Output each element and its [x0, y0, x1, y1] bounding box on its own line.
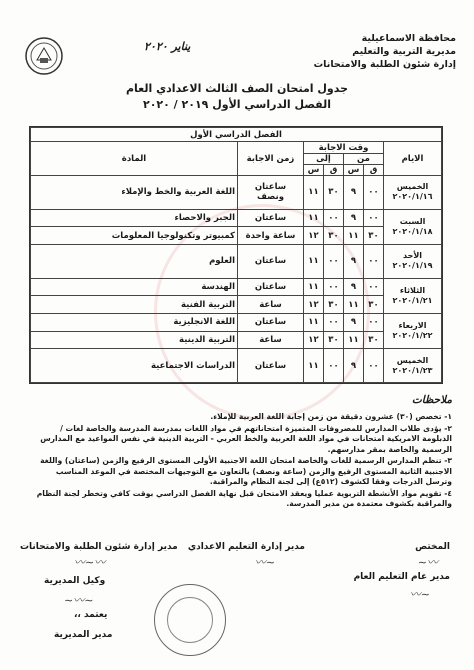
table-row [31, 296, 442, 314]
from-hours-cell: ٩ [344, 176, 364, 210]
to-minutes-cell: ٣٠ [324, 227, 344, 245]
to-minutes-cell: ٠٠ [324, 349, 344, 383]
governorate-name: محافظة الاسماعيلية [361, 33, 456, 44]
from-hours-cell: ١١ [344, 296, 364, 314]
issue-date: يناير ٢٠٢٠ [144, 40, 191, 53]
subject-cell: الهندسة [31, 278, 238, 296]
from-minutes-cell: ٠٠ [364, 209, 384, 227]
day-cell: الاربعاء ٢٠٢٠/١/٢٢ [384, 313, 442, 348]
to-hours-cell: ١٢ [304, 227, 324, 245]
from-header: من [344, 154, 384, 165]
subject-cell: العلوم [31, 244, 238, 278]
to-hours-cell: ١١ [304, 176, 324, 210]
handwritten-signature-icon: ∽〰∽ [64, 594, 94, 607]
deputy-signature-label: وكيل المديرية [44, 576, 106, 586]
general-director-signature-label: مدير عام التعليم العام [353, 572, 450, 582]
duration-cell: ساعة [238, 296, 304, 314]
from-hours-cell: ١١ [344, 331, 364, 349]
to-minutes-cell: ٠٠ [324, 278, 344, 296]
from-hours-cell: ٩ [344, 209, 364, 227]
table-row [31, 331, 442, 349]
to-minutes-cell: ٠٠ [324, 244, 344, 278]
duration-cell: ساعتان [238, 278, 304, 296]
duration-cell: ساعتان [238, 209, 304, 227]
from-hours-cell: ٩ [344, 244, 364, 278]
from-minutes-cell: ٠٠ [364, 349, 384, 383]
exam-schedule-document [14, 14, 460, 660]
note-item: ١- تخصص (٣٠) عشرون دقيقة من زمن إجابة اللغة العربية للإملاء. [210, 412, 452, 421]
to-minutes-cell: ٠٠ [324, 313, 344, 331]
official-stamp-icon [154, 584, 226, 656]
day-cell: الأحد ٢٠٢٠/١/١٩ [384, 244, 442, 278]
note-item: ٤- تقويم مواد الأنشطة التربوية عمليا ويعقد الامتحان قبل نهاية الفصل الدراسي بوقت كافي وتخطر لجنة النظام والمراقبة بكشوف معتمدة من مدير المدرسة. [36, 488, 452, 508]
approval-label: يعتمد ،، [74, 610, 108, 620]
days-column-header: الايام [384, 142, 442, 176]
ministry-emblem-icon [24, 36, 64, 76]
document-subtitle: الفصل الدراسي الأول ٢٠١٩ / ٢٠٢٠ [142, 98, 332, 111]
handwritten-signature-icon: ∽〰 [409, 588, 430, 601]
table-row [31, 313, 442, 331]
from-minutes-cell: ٠٠ [364, 278, 384, 296]
note-item: ٣- تنظم المدارس الرسمية للغات والخاصة امتحان اللغة الاجنبية الأولى المستوى الرفيع والزمن (ساعتان) واللغة الاجنبية الثانية المستوى الرفيع والزمن (ساعة ونصف) بالتعاون مع التوجيهات المختصة في الموعد المناسب وترسل الدرجات وفقا لكشوف (٥١٢ع) إلى لجنة النظام والمراقبة. [40, 456, 452, 486]
to-minutes-cell: ٠٠ [324, 209, 344, 227]
table-row [31, 244, 442, 278]
notes-list [32, 412, 452, 511]
handwritten-signature-icon: 〰∽〰 [74, 556, 106, 569]
from-minutes-cell: ٣٠ [364, 296, 384, 314]
prep-director-signature-label: مدير إدارة التعليم الاعدادي [187, 542, 305, 552]
duration-cell: ساعة واحدة [238, 227, 304, 245]
to-hours-cell: ١١ [304, 278, 324, 296]
duration-cell: ساعة [238, 331, 304, 349]
to-hours-header: س [304, 165, 324, 176]
from-hours-cell: ٩ [344, 313, 364, 331]
to-hours-cell: ١٢ [304, 296, 324, 314]
handwritten-signature-icon: 〰∽ [417, 556, 438, 569]
to-hours-cell: ١١ [304, 349, 324, 383]
issuer-header [296, 32, 456, 71]
duration-cell: ساعتان [238, 244, 304, 278]
from-minutes-header: ق [364, 165, 384, 176]
to-minutes-header: ق [324, 165, 344, 176]
from-minutes-cell: ٣٠ [364, 331, 384, 349]
from-minutes-cell: ٠٠ [364, 244, 384, 278]
department-name: إدارة شئون الطلبة والامتحانات [313, 59, 456, 70]
document-title: جدول امتحان الصف الثالث الاعدادي العام [125, 82, 349, 95]
specialist-signature-label: المختص [415, 542, 450, 552]
subject-cell: اللغة الانجليزية [31, 313, 238, 331]
subject-column-header: المادة [31, 142, 238, 176]
to-hours-cell: ١١ [304, 209, 324, 227]
table-row [31, 278, 442, 296]
day-cell: السبت ٢٠٢٠/١/١٨ [384, 209, 442, 244]
handwritten-signature-icon: ∽〰 [254, 556, 275, 569]
subject-cell: التربية الفنية [31, 296, 238, 314]
notes-heading: ملاحظات [411, 394, 452, 406]
to-hours-cell: ١١ [304, 244, 324, 278]
directorate-director-signature-label: مدير المديرية [54, 630, 113, 640]
term-header: الفصل الدراسي الأول [31, 128, 442, 142]
table-row [31, 349, 442, 383]
subject-cell: اللغة العربية والخط والإملاء [31, 176, 238, 210]
from-minutes-cell: ٠٠ [364, 176, 384, 210]
duration-cell: ساعتان [238, 349, 304, 383]
to-minutes-cell: ٣٠ [324, 296, 344, 314]
table-row [31, 227, 442, 245]
from-hours-cell: ١١ [344, 227, 364, 245]
from-hours-cell: ٩ [344, 349, 364, 383]
to-hours-cell: ١٢ [304, 331, 324, 349]
from-hours-cell: ٩ [344, 278, 364, 296]
table-row [31, 176, 442, 210]
from-hours-header: س [344, 165, 364, 176]
from-minutes-cell: ٠٠ [364, 313, 384, 331]
time-column-header: وقت الاجابة [304, 142, 384, 154]
duration-cell: ساعتان ونصف [238, 176, 304, 210]
students-director-signature-label: مدير إدارة شئون الطلبة والامتحانات [20, 542, 178, 552]
directorate-name: مديرية التربية والتعليم [352, 46, 456, 57]
table-row [31, 209, 442, 227]
subject-cell: التربية الدينية [31, 331, 238, 349]
subject-cell: الدراسات الاجتماعية [31, 349, 238, 383]
to-header: إلى [304, 154, 344, 165]
duration-column-header: زمن الاجابة [238, 142, 304, 176]
to-minutes-cell: ٣٠ [324, 331, 344, 349]
duration-cell: ساعتان [238, 313, 304, 331]
to-hours-cell: ١١ [304, 313, 324, 331]
to-minutes-cell: ٣٠ [324, 176, 344, 210]
subject-cell: الجبر والاحصاء [31, 209, 238, 227]
schedule-table [29, 126, 443, 384]
day-cell: الثلاثاء ٢٠٢٠/١/٢١ [384, 278, 442, 313]
note-item: ٢- يؤدى طلاب المدارس للمصروفات المتميزة امتحاناتهم في مواد اللغات بمدرسة المدرسة والخاصة لغات / الدبلومة الامريكية امتحانات في مواد اللغة العربية والخط العربي - التربية الدينية في نفس المواعيد مع المدارس الرسمية والخاصة بمقر مدارسهم. [40, 423, 452, 454]
subject-cell: كمبيوتر وتكنولوجيا المعلومات [31, 227, 238, 245]
day-cell: الخميس ٢٠٢٠/١/١٦ [384, 176, 442, 210]
day-cell: الخميس ٢٠٢٠/١/٢٣ [384, 349, 442, 383]
from-minutes-cell: ٣٠ [364, 227, 384, 245]
